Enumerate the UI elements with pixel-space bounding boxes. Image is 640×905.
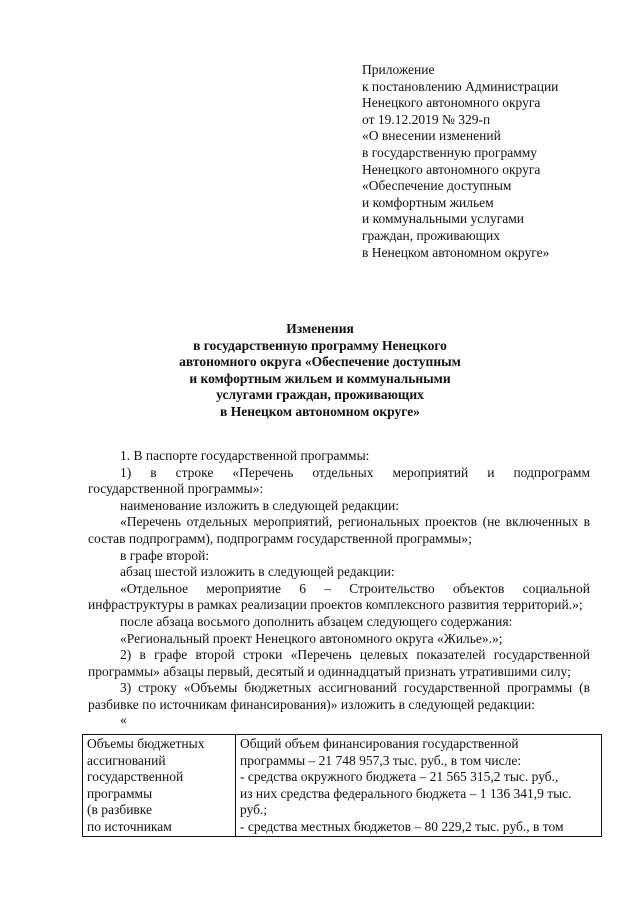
title-line: и комфортным жильем и коммунальными [189, 370, 451, 386]
appendix-line: граждан, проживающих [362, 227, 501, 243]
label-line: по источникам [87, 818, 172, 834]
label-line: программы [87, 785, 153, 801]
paragraph-item-1: 1) в строке «Перечень отдельных мероприятий и подпрограмм [120, 464, 590, 480]
label-line: Объемы бюджетных [87, 736, 205, 751]
appendix-line: Ненецкого автономного округа [362, 95, 541, 111]
label-line: ассигнований [87, 752, 166, 768]
appendix-line: Приложение [362, 62, 435, 77]
paragraph-new-name: «Перечень отдельных мероприятий, региональных проектов (не включенных в состав подпрограмм), подпрограмм государственной программы»; [88, 514, 590, 546]
table-row [83, 735, 602, 837]
value-line: из них средства федерального бюджета – 1 136 341,9 тыс. [240, 785, 572, 801]
paragraph-regional-project: «Региональный проект Ненецкого автономного округа «Жилье».»; [120, 630, 503, 646]
paragraph-passport: 1. В паспорте государственной программы: [120, 448, 370, 463]
paragraph-item-3: 3) строку «Объемы бюджетных ассигнований государственной программы (в разбивке по источникам финансирования)» изложить в следующей редакции: [88, 680, 590, 712]
value-line: программы – 21 748 957,3 тыс. руб., в том числе: [240, 752, 522, 768]
paragraph-item-1-cont: государственной программы»: [88, 481, 264, 497]
title-line: в Ненецком автономном округе» [220, 403, 420, 419]
appendix-line: к постановлению Администрации [362, 78, 559, 94]
value-line: - средства окружного бюджета – 21 565 315,2 тыс. руб., [240, 769, 559, 785]
title-line: Изменения [286, 321, 354, 336]
value-line: Общий объем финансирования государственной [240, 736, 519, 751]
paragraph-name-edit: наименование изложить в следующей редакции: [120, 497, 400, 513]
label-line: государственной [87, 769, 184, 785]
appendix-line: от 19.12.2019 № 329-п [362, 111, 491, 127]
title-line: в государственную программу Ненецкого [193, 337, 447, 353]
appendix-line: в государственную программу [362, 144, 538, 160]
label-line: (в разбивке [87, 802, 153, 818]
table-label-cell [83, 735, 236, 837]
finance-table [82, 734, 602, 837]
title-line: услугами граждан, проживающих [216, 387, 424, 403]
appendix-line: и комфортным жильем [362, 194, 494, 210]
document-title [120, 321, 520, 421]
appendix-block [362, 62, 558, 261]
paragraph-after-eighth: после абзаца восьмого дополнить абзацем следующего содержания: [120, 613, 513, 629]
document-body [88, 448, 590, 726]
paragraph-sixth-edit: абзац шестой изложить в следующей редакции: [120, 564, 395, 580]
appendix-line: и коммунальными услугами [362, 211, 524, 227]
table-value-cell [236, 735, 602, 837]
paragraph-measure-6: «Отдельное мероприятие 6 – Строительство объектов социальной инфраструктуры в рамках реализации проектов комплексного развития территорий.»; [88, 580, 590, 613]
appendix-line: «О внесении изменений [362, 128, 501, 144]
paragraph-column-two: в графе второй: [120, 547, 210, 563]
value-line: - средства местных бюджетов – 80 229,2 тыс. руб., в том [240, 818, 564, 834]
opening-quote: « [120, 711, 127, 727]
value-line: руб.; [240, 802, 268, 818]
appendix-line: в Ненецком автономном округе» [362, 244, 550, 260]
appendix-line: Ненецкого автономного округа [362, 161, 541, 177]
title-line: автономного округа «Обеспечение доступным [179, 354, 461, 370]
paragraph-item-2: 2) в графе второй строки «Перечень целевых показателей государственной программы» абзацы первый, десятый и одиннадцатый признать утратившими силу; [88, 647, 590, 679]
appendix-line: «Обеспечение доступным [362, 178, 512, 194]
